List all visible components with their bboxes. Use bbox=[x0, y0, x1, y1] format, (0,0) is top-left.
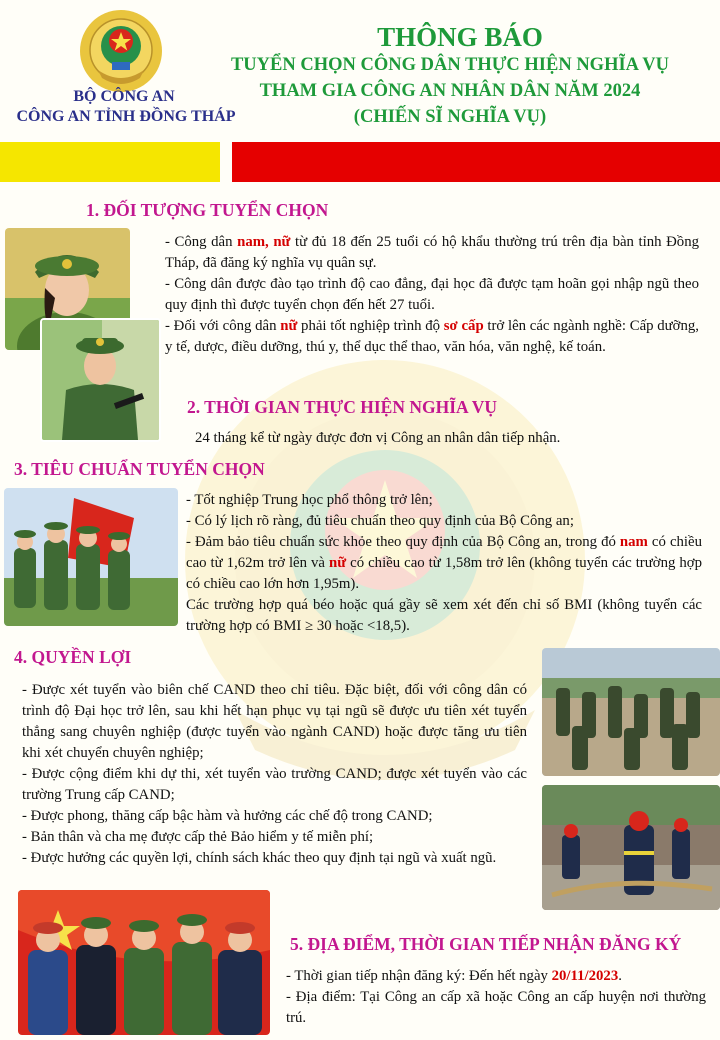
s3-bullet-3 bbox=[186, 532, 702, 595]
s4-bullet-5: - Được hưởng các quyền lợi, chính sách khác theo quy định tại ngũ và xuất ngũ. bbox=[22, 850, 497, 866]
police-emblem-logo bbox=[78, 8, 164, 94]
s1-b3-text: - Đối với công dân bbox=[165, 318, 281, 334]
s1-bullet-2: - Công dân được đào tạo trình độ cao đẳng, đại học đã được tạm hoãn gọi nhập ngũ theo quy định thì được tuyển chọn đến hết 27 tuổi. bbox=[165, 276, 699, 313]
s3-bmi-note: Các trường hợp quá béo hoặc quá gầy sẽ xem xét đến chỉ số BMI (không tuyển các trường hợp có BMI ≥ 30 hoặc <18,5). bbox=[186, 597, 702, 634]
section-5-heading: 5. ĐỊA ĐIỂM, THỜI GIAN TIẾP NHẬN ĐĂNG KÝ bbox=[290, 934, 682, 954]
subtitle-line-3: (CHIẾN SĨ NGHĨA VỤ) bbox=[353, 107, 547, 127]
ministry-name: BỘ CÔNG AN bbox=[73, 88, 175, 105]
section-5-content bbox=[286, 966, 706, 1029]
s4-bullet-1: - Được xét tuyển vào biên chế CAND theo chỉ tiêu. Đặc biệt, đối với công dân có trình độ Đại học trở lên, sau khi hết hạn phục vụ tại ngũ sẽ được ưu tiên xét tuyển thẳng sang chuyên nghiệp (được tuyển vào ngành CAND) hoặc được tăng ưu tiên khi xét chuyển chuyên nghiệp; bbox=[22, 682, 527, 761]
s5-bullet-2: - Địa điểm: Tại Công an cấp xã hoặc Công an cấp huyện nơi thường trú. bbox=[286, 989, 706, 1026]
yellow-banner-bar bbox=[0, 142, 220, 182]
s1-b1-text: - Công dân bbox=[165, 234, 238, 250]
s1-bullet-1 bbox=[165, 232, 699, 274]
notice-title: THÔNG BÁO bbox=[377, 22, 543, 52]
s3-b3-highlight-1: nam bbox=[619, 534, 648, 550]
firefighting-training-photo bbox=[542, 785, 720, 910]
section-2-heading: 2. THỜI GIAN THỰC HIỆN NGHĨA VỤ bbox=[187, 397, 498, 417]
s3-b3-text-mid: có chiều cao từ 1,62m trở lên và bbox=[186, 534, 702, 571]
s1-b1-highlight: nam, nữ bbox=[237, 234, 291, 250]
section-4-content bbox=[22, 680, 527, 869]
section-3-heading: 3. TIÊU CHUẨN TUYỂN CHỌN bbox=[14, 459, 265, 479]
s3-b3-text: - Đảm bảo tiêu chuẩn sức khỏe theo quy định của Bộ Công an, trong đó bbox=[186, 534, 620, 550]
s4-bullet-4: - Bản thân và cha mẹ được cấp thẻ Bảo hiểm y tế miễn phí; bbox=[22, 829, 374, 845]
section-1-content bbox=[165, 232, 699, 358]
s3-bullet-1: - Tốt nghiệp Trung học phổ thông trở lên; bbox=[186, 492, 433, 508]
s4-bullet-2: - Được cộng điểm khi dự thi, xét tuyển vào trường CAND; được xét tuyển vào các trường Trung cấp CAND; bbox=[22, 766, 527, 803]
s5-b1-text: - Thời gian tiếp nhận đăng ký: Đến hết ngày bbox=[286, 968, 552, 984]
saluting-officers-photo bbox=[18, 890, 270, 1035]
s5-b1-text-end: . bbox=[618, 968, 622, 984]
s5-bullet-1 bbox=[286, 966, 706, 987]
red-banner-bar bbox=[232, 142, 720, 182]
provincial-police-name: CÔNG AN TỈNH ĐỒNG THÁP bbox=[16, 108, 236, 125]
section-2-content: 24 tháng kể từ ngày được đơn vị Công an nhân dân tiếp nhận. bbox=[195, 430, 561, 446]
martial-arts-training-photo bbox=[542, 648, 720, 776]
section-1-heading: 1. ĐỐI TƯỢNG TUYỂN CHỌN bbox=[86, 200, 329, 220]
s1-b3-text-mid: phải tốt nghiệp trình độ bbox=[297, 318, 444, 334]
s3-b3-text-end: có chiều cao từ 1,58m trở lên (không tuyển các trường hợp có chiều cao lớn hơn 1,95m). bbox=[186, 555, 702, 592]
s4-bullet-3: - Được phong, thăng cấp bậc hàm và hưởng các chế độ trong CAND; bbox=[22, 808, 433, 824]
s1-b3-highlight-2: sơ cấp bbox=[443, 318, 484, 334]
male-officer-photo bbox=[40, 318, 161, 442]
section-3-content bbox=[186, 490, 702, 637]
s1-b3-text-end: trở lên các ngành nghề: Cấp dưỡng, y tế, dược, điều dưỡng, thú y, thể dục thể thao, văn hóa, văn nghệ, kế toán. bbox=[165, 318, 699, 355]
subtitle-line-2: THAM GIA CÔNG AN NHÂN DÂN NĂM 2024 bbox=[259, 81, 641, 101]
s3-bullet-2: - Có lý lịch rõ ràng, đủ tiêu chuẩn theo quy định của Bộ Công an; bbox=[186, 513, 574, 529]
s3-b3-highlight-2: nữ bbox=[329, 555, 347, 571]
s1-bullet-3 bbox=[165, 316, 699, 358]
subtitle-line-1: TUYỂN CHỌN CÔNG DÂN THỰC HIỆN NGHĨA VỤ bbox=[230, 55, 670, 75]
flag-parade-photo bbox=[4, 488, 178, 626]
section-4-heading: 4. QUYỀN LỢI bbox=[14, 647, 132, 667]
s1-b1-text-end: từ đủ 18 đến 25 tuổi có hộ khẩu thường trú trên địa bàn tỉnh Đồng Tháp, đã đăng ký nghĩa vụ quân sự. bbox=[165, 234, 699, 271]
notice-subtitle bbox=[190, 52, 710, 130]
s1-b3-highlight-1: nữ bbox=[280, 318, 298, 334]
s5-deadline-date: 20/11/2023 bbox=[551, 968, 619, 984]
